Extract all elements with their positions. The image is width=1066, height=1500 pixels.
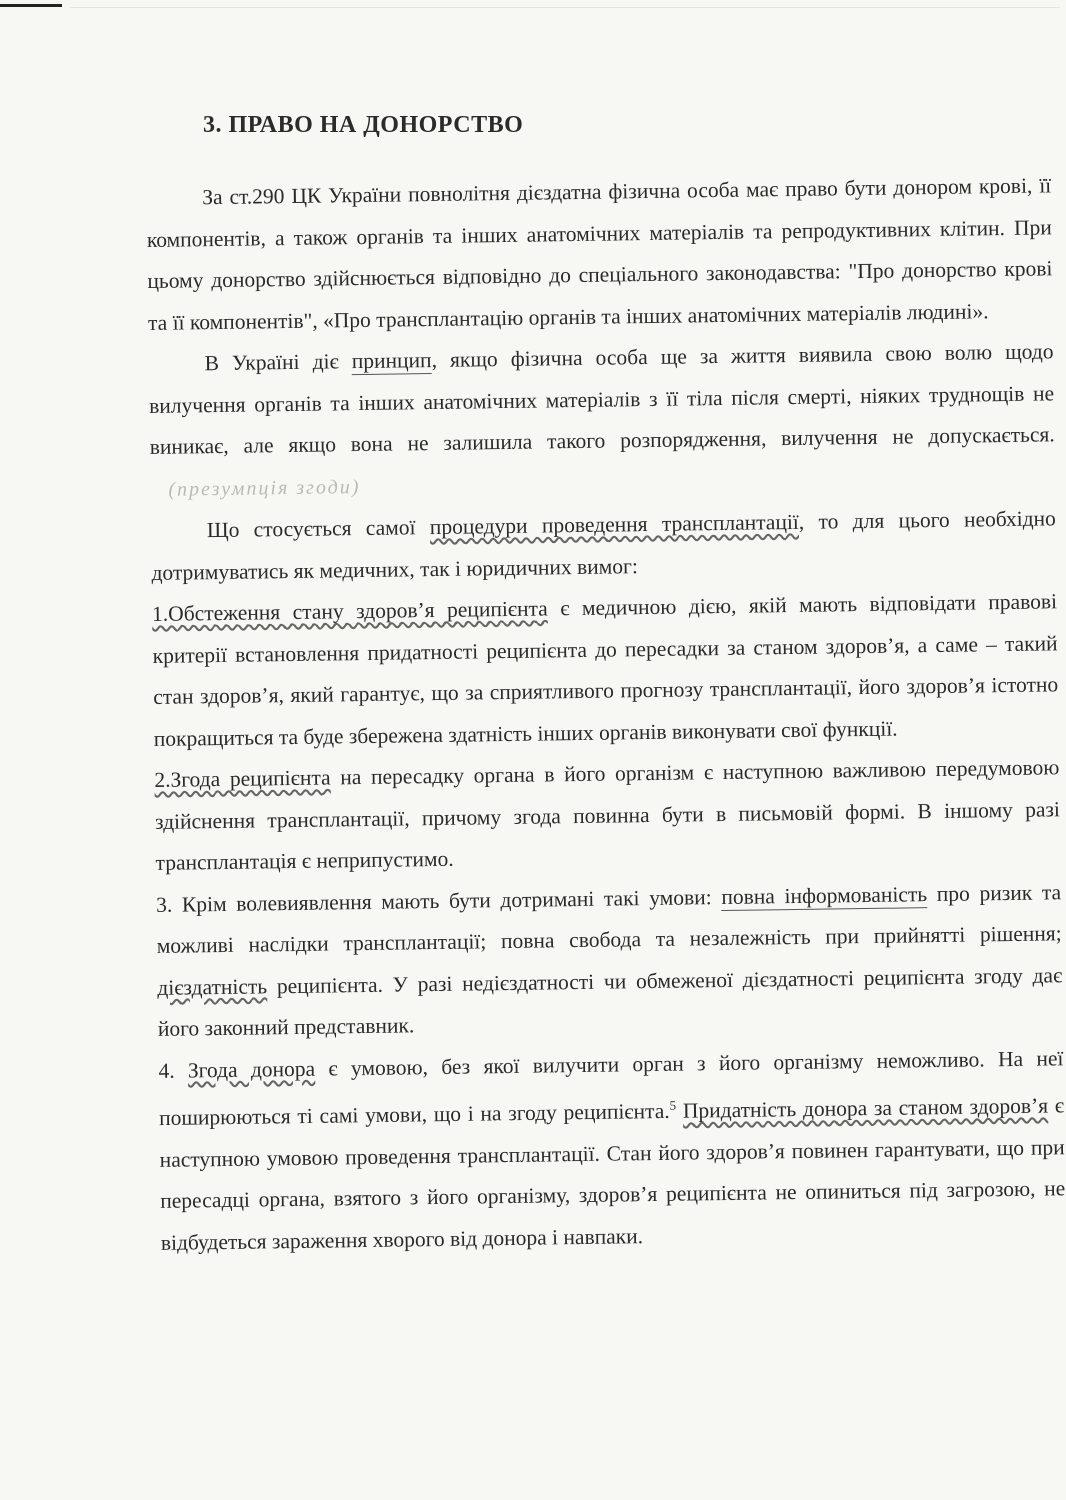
pencil-annotation: (презумпція згоди) xyxy=(168,475,361,501)
paragraph-2-text-a: В Україні діє xyxy=(204,349,352,376)
list-item-3 xyxy=(156,872,1063,1051)
scan-edge-mark xyxy=(0,4,62,7)
document-body xyxy=(146,165,1066,1264)
list-item-2-text: на пересадку органа в його організм є наступною важливою передумовою здійснення трансплантації, причому згода повинна бути в письмовій формі. В іншому разі трансплантація є неприпустимо. xyxy=(154,755,1061,875)
underlined-capacity: дієздатність xyxy=(157,973,268,1000)
handwritten-five: 5 xyxy=(669,1097,677,1113)
underlined-examination: 1.Обстеження стану здоров’я реципієнта xyxy=(151,596,548,626)
list-item-1 xyxy=(152,581,1059,760)
list-item-1-text: є медичною дією, якій мають відповідати правові критерії встановлення придатності реципієнта до пересадки за станом здоров’я, а саме – такий стан здоров’я, який гарантує, що за сприятливого прогнозу трансплантації, його здоров’я істотно покращиться та буде збережена здатність інших органів виконувати свої функції. xyxy=(152,589,1059,751)
list-item-3-text-a: 3. Крім волевиявлення мають бути дотримані такі умови: xyxy=(155,884,722,917)
underlined-recipient-consent: 2.Згода реципієнта xyxy=(154,765,331,792)
section-title: 3. ПРАВО НА ДОНОРСТВО xyxy=(203,112,524,138)
paragraph-1: За ст.290 ЦК України повнолітня дієздатна фізична особа має право бути донором крові, її компонентів, а також органів та інших анатомічних матеріалів та репродуктивних клітин. При цьому донорство здійснюється відповідно до спеціального законодавства: "Про донорство крові та її компонентів", «Про трансплантацію органів та інших анатомічних матеріалів людині». xyxy=(146,173,1053,335)
underlined-procedure: процедури проведення трансплантації xyxy=(429,509,799,540)
list-item-4-text-a: 4. xyxy=(158,1058,189,1083)
list-item-3-text-c: реципієнта. У разі недієздатності чи обмеженої дієздатності реципієнта згоду дає його законний представник. xyxy=(157,962,1063,1041)
underlined-donor-fitness: Придатність донора за станом здоров’я xyxy=(682,1093,1049,1123)
list-item-4-text-b: є умовою, без якої вилучити орган з його організму неможливо. На неї поширюються ті самі умови, що і на згоду реципієнта. xyxy=(158,1045,1064,1131)
paragraph-2 xyxy=(148,331,1055,511)
list-item-4 xyxy=(158,1038,1066,1264)
list-item-4-text-c: є наступною умовою проведення трансплантації. Стан його здоров’я повинен гарантувати, що при пересадці органа, взятого з його організму, здоров’я реципієнта не опиниться під загрозою, не відбудеться зараження хворого від донора і навпаки. xyxy=(159,1093,1066,1255)
paragraph-3-text-a: Що стосується самої xyxy=(206,515,431,543)
paragraph-2-text-b: , якщо фізична особа ще за життя виявила свою волю щодо вилучення органів та інших анатомічних матеріалів з її тіла після смерті, ніяких труднощів не виникає, але якщо вона не залишила такого розпорядження, вилучення не допускається. xyxy=(149,339,1055,459)
paragraph-3-text-b: , то для цього необхідно дотримуватись як медичних, так і юридичних вимог: xyxy=(151,506,1057,585)
underlined-donor-consent: Згода донора xyxy=(187,1056,316,1083)
underlined-principle: принцип xyxy=(351,348,432,374)
list-item-3-text-b: про ризик та можливі наслідки трансплантації; повна свобода та незалежність при прийнятті рішення; xyxy=(156,879,1062,958)
underlined-full-awareness: повна інформованість xyxy=(721,881,928,909)
list-item-2 xyxy=(154,747,1061,884)
paragraph-3 xyxy=(151,498,1057,594)
scan-top-edge xyxy=(70,7,1060,8)
